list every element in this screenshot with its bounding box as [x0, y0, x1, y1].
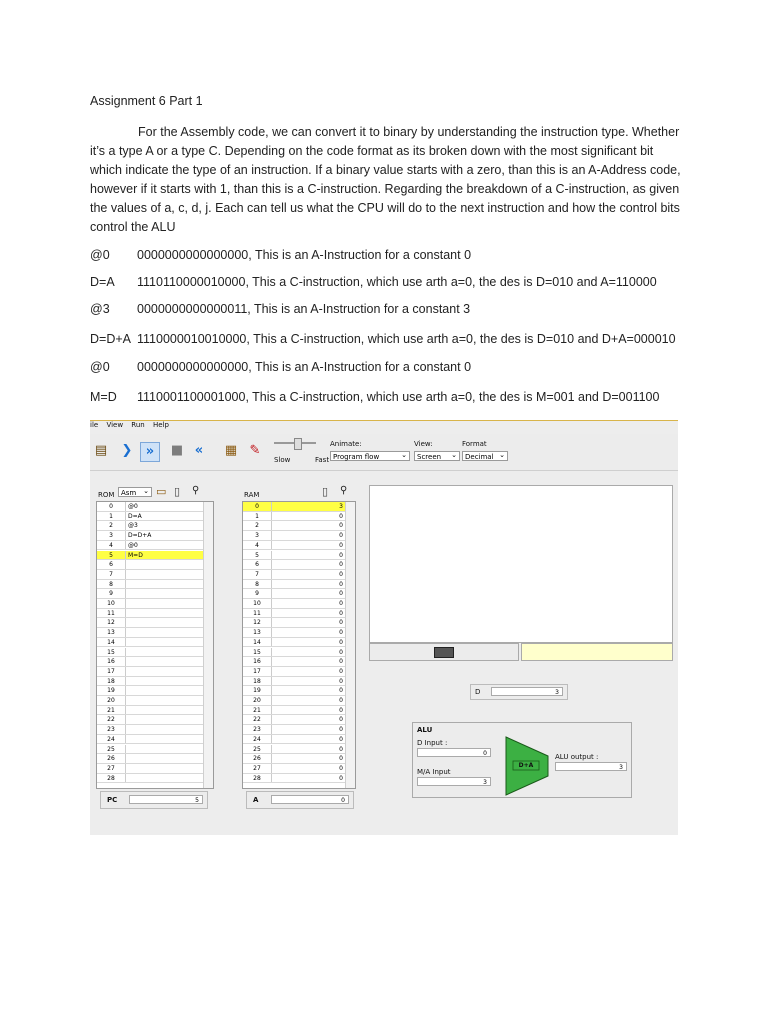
ram-row[interactable] [243, 628, 355, 638]
ram-address: 26 [243, 754, 272, 763]
pc-value[interactable]: 5 [129, 795, 203, 804]
ram-row[interactable] [243, 580, 355, 590]
instruction-binary: 1110110000010000, This a C-instruction, which use arth a=0, the des is D=010 and A=110000 [137, 275, 657, 289]
rom-address: 7 [97, 570, 126, 579]
rom-row[interactable] [97, 599, 213, 609]
rom-row[interactable] [97, 686, 213, 696]
rom-address: 22 [97, 715, 126, 724]
ram-row[interactable] [243, 686, 355, 696]
instruction-binary: 0000000000000011, This is an A-Instruction for a constant 3 [137, 302, 471, 316]
ram-row[interactable] [243, 599, 355, 609]
rom-instruction: M=D [128, 551, 143, 559]
ram-value: 0 [339, 716, 343, 724]
load-program-icon[interactable]: ▤ [94, 443, 108, 458]
view-select[interactable]: Screen ⌄ [414, 451, 460, 461]
ram-address: 12 [243, 618, 272, 627]
single-step-icon[interactable]: ❯ [121, 443, 133, 458]
screen-display [369, 485, 673, 643]
menu-file[interactable]: ile [90, 421, 99, 429]
ram-address: 19 [243, 686, 272, 695]
rom-address: 2 [97, 521, 126, 530]
ram-value: 0 [339, 590, 343, 598]
ram-file-icon[interactable]: ▯ [322, 485, 329, 498]
ram-address: 21 [243, 706, 272, 715]
ram-row[interactable] [243, 648, 355, 658]
instruction-line [90, 248, 471, 262]
rom-address: 28 [97, 774, 126, 783]
rom-address: 21 [97, 706, 126, 715]
keyboard-icon [434, 647, 454, 658]
rom-row[interactable] [97, 580, 213, 590]
instruction-binary: 1110000010010000, This a C-instruction, which use arth a=0, the des is D=010 and D+A=000010 [137, 332, 676, 346]
d-label: D [475, 688, 481, 696]
ram-address: 9 [243, 589, 272, 598]
run-icon[interactable]: » [140, 442, 160, 462]
ram-address: 0 [243, 502, 272, 511]
rom-instruction: D=A [128, 512, 142, 520]
rom-address: 14 [97, 638, 126, 647]
instruction-binary: 0000000000000000, This is an A-Instruction for a constant 0 [137, 360, 472, 374]
rom-row[interactable] [97, 638, 213, 648]
rom-row[interactable] [97, 609, 213, 619]
a-value[interactable]: 0 [271, 795, 349, 804]
ram-value: 0 [339, 667, 343, 675]
ram-scrollbar[interactable] [345, 502, 355, 788]
ram-value: 0 [339, 629, 343, 637]
ram-value: 0 [339, 561, 343, 569]
ram-value: 0 [339, 619, 343, 627]
ram-address: 18 [243, 677, 272, 686]
ram-value: 0 [339, 735, 343, 743]
rom-address: 16 [97, 657, 126, 666]
rom-row[interactable] [97, 735, 213, 745]
ram-address: 14 [243, 638, 272, 647]
rom-instruction: @0 [128, 541, 138, 549]
rom-row[interactable] [97, 502, 213, 512]
intro-paragraph: For the Assembly code, we can convert it to binary by understanding the instruction type. Whether it’s a type A or a type C. Depending on the code format as its broken down with the most significant bit which indicate the type of an instruction. If a binary value starts with a zero, than this is an A-Address code, however if it starts with 1, than this is a C-instruction. Regarding the breakdown of a C-instruction, as given the values of a, c, d, j. Each can tell us what the CPU will do to the next instruction and how the control bits control the ALU [90, 125, 681, 234]
reset-icon[interactable]: « [194, 443, 204, 458]
ram-value: 0 [339, 697, 343, 704]
ram-value: 0 [339, 580, 343, 588]
ram-value: 0 [339, 764, 343, 772]
ram-label: RAM [244, 491, 260, 499]
rom-label: ROM [98, 491, 115, 499]
ram-address: 25 [243, 745, 272, 754]
ram-address: 7 [243, 570, 272, 579]
ram-row[interactable] [243, 725, 355, 735]
rom-address: 19 [97, 686, 126, 695]
menu-bar [90, 421, 678, 433]
emulator-screenshot [90, 420, 678, 835]
rom-instruction: D=D+A [128, 532, 152, 540]
rom-address: 23 [97, 725, 126, 734]
rom-address: 5 [97, 551, 126, 560]
ram-row[interactable] [243, 551, 355, 561]
rom-address: 24 [97, 735, 126, 744]
rom-row[interactable] [97, 521, 213, 531]
ram-row[interactable] [243, 667, 355, 677]
ram-address: 6 [243, 560, 272, 569]
rom-address: 1 [97, 512, 126, 521]
ram-value: 0 [339, 658, 343, 666]
alu-operation: D+A [518, 762, 534, 769]
ram-address: 13 [243, 628, 272, 637]
alu-output-label: ALU output : [555, 753, 599, 761]
rom-address: 10 [97, 599, 126, 608]
rom-row[interactable] [97, 512, 213, 522]
fast-label: Fast [315, 456, 330, 464]
ram-row[interactable] [243, 560, 355, 570]
rom-file-icon[interactable]: ▯ [174, 485, 181, 498]
ram-row[interactable] [243, 774, 355, 784]
view-label: View: [414, 440, 433, 448]
rom-address: 20 [97, 696, 126, 705]
rom-table[interactable] [96, 501, 214, 789]
rom-search-icon[interactable]: ⚲ [192, 485, 200, 496]
pc-label: PC [107, 796, 118, 804]
ram-value: 0 [339, 677, 343, 685]
ram-value: 0 [339, 755, 343, 763]
rom-address: 9 [97, 589, 126, 598]
rom-load-icon[interactable]: ▭ [156, 485, 167, 498]
ram-row[interactable] [243, 745, 355, 755]
d-value[interactable]: 3 [491, 687, 563, 696]
rom-row[interactable] [97, 628, 213, 638]
ram-row[interactable] [243, 521, 355, 531]
ram-address: 27 [243, 764, 272, 773]
alu-panel [412, 722, 632, 798]
a-label: A [253, 796, 259, 804]
ram-value: 0 [339, 551, 343, 559]
rom-row[interactable] [97, 754, 213, 764]
slow-label: Slow [274, 456, 291, 464]
menu-view[interactable]: View [106, 421, 124, 429]
rom-row[interactable] [97, 764, 213, 774]
ram-row[interactable] [243, 531, 355, 541]
ram-address: 20 [243, 696, 272, 705]
rom-address: 11 [97, 609, 126, 618]
ram-value: 0 [339, 638, 343, 646]
speed-slider-thumb[interactable] [294, 438, 302, 450]
keyboard-panel[interactable] [369, 643, 519, 661]
rom-scrollbar[interactable] [203, 502, 213, 788]
ram-value: 0 [339, 745, 343, 753]
alu-d-input-label: D Input : [417, 739, 448, 747]
alu-ma-input: 3 [417, 777, 491, 786]
ram-value: 0 [339, 726, 343, 734]
ram-row[interactable] [243, 715, 355, 725]
rom-instruction: @0 [128, 503, 138, 510]
rom-address: 8 [97, 580, 126, 589]
ram-row[interactable] [243, 735, 355, 745]
rom-address: 18 [97, 677, 126, 686]
instruction-asm: @0 [90, 360, 110, 374]
rom-address: 4 [97, 541, 126, 550]
ram-address: 28 [243, 774, 272, 783]
instruction-asm: @3 [90, 302, 110, 316]
ram-row[interactable] [243, 609, 355, 619]
rom-address: 27 [97, 764, 126, 773]
format-label: Format [462, 440, 487, 448]
rom-row[interactable] [97, 657, 213, 667]
menu-help[interactable]: Help [152, 421, 169, 429]
ram-value: 3 [339, 503, 343, 510]
rom-row[interactable] [97, 570, 213, 580]
ram-row[interactable] [243, 541, 355, 551]
ram-row[interactable] [243, 570, 355, 580]
script-icon[interactable]: ▦ [224, 443, 238, 458]
ram-value: 0 [339, 532, 343, 540]
rom-address: 15 [97, 648, 126, 657]
pc-register [100, 791, 208, 809]
breakpoint-icon[interactable]: ✎ [249, 443, 261, 458]
d-register [470, 684, 568, 700]
ram-address: 5 [243, 551, 272, 560]
animate-label: Animate: [330, 440, 362, 448]
rom-address: 12 [97, 618, 126, 627]
instruction-line [90, 275, 657, 289]
rom-instruction: @3 [128, 522, 138, 530]
instruction-line [90, 302, 470, 316]
instruction-binary: 0000000000000000, This is an A-Instruction for a constant 0 [137, 248, 472, 262]
ram-address: 10 [243, 599, 272, 608]
alu-d-input: 0 [417, 748, 491, 757]
rom-row[interactable] [97, 745, 213, 755]
ram-address: 24 [243, 735, 272, 744]
instruction-asm: M=D [90, 390, 117, 404]
alu-ma-input-label: M/A Input [417, 768, 451, 776]
rom-address: 0 [97, 502, 126, 511]
rom-address: 26 [97, 754, 126, 763]
ram-row[interactable] [243, 618, 355, 628]
keyboard-input-field[interactable] [521, 643, 673, 661]
rom-row[interactable] [97, 531, 213, 541]
ram-row[interactable] [243, 638, 355, 648]
rom-address: 17 [97, 667, 126, 676]
rom-row[interactable] [97, 696, 213, 706]
ram-address: 4 [243, 541, 272, 550]
rom-row[interactable] [97, 560, 213, 570]
rom-row[interactable] [97, 589, 213, 599]
ram-address: 1 [243, 512, 272, 521]
instruction-asm: @0 [90, 248, 110, 262]
ram-row[interactable] [243, 589, 355, 599]
ram-address: 11 [243, 609, 272, 618]
rom-address: 13 [97, 628, 126, 637]
ram-row[interactable] [243, 657, 355, 667]
document-title: Assignment 6 Part 1 [90, 94, 203, 108]
rom-address: 3 [97, 531, 126, 540]
ram-search-icon[interactable]: ⚲ [340, 485, 348, 496]
stop-icon[interactable]: ■ [170, 443, 184, 458]
animate-select[interactable]: Program flow ⌄ [330, 451, 410, 461]
ram-row[interactable] [243, 677, 355, 687]
rom-row[interactable] [97, 774, 213, 784]
ram-address: 16 [243, 657, 272, 666]
ram-value: 0 [339, 570, 343, 578]
ram-row[interactable] [243, 764, 355, 774]
rom-address: 6 [97, 560, 126, 569]
rom-address: 25 [97, 745, 126, 754]
rom-row[interactable] [97, 541, 213, 551]
toolbar [90, 434, 678, 471]
rom-row[interactable] [97, 725, 213, 735]
instruction-line [90, 360, 471, 374]
rom-row[interactable] [97, 706, 213, 716]
ram-value: 0 [339, 512, 343, 520]
rom-row[interactable] [97, 715, 213, 725]
ram-value: 0 [339, 600, 343, 607]
ram-row[interactable] [243, 512, 355, 522]
ram-value: 0 [339, 522, 343, 530]
alu-title: ALU [417, 726, 433, 734]
instruction-binary: 1110001100001000, This a C-instruction, which use arth a=0, the des is M=001 and D=001100 [137, 390, 660, 404]
rom-row[interactable] [97, 677, 213, 687]
instruction-line [90, 390, 659, 404]
alu-output: 3 [555, 762, 627, 771]
ram-value: 0 [339, 648, 343, 656]
ram-row[interactable] [243, 754, 355, 764]
ram-address: 2 [243, 521, 272, 530]
ram-address: 22 [243, 715, 272, 724]
rom-row[interactable] [97, 618, 213, 628]
ram-value: 0 [339, 687, 343, 695]
ram-address: 23 [243, 725, 272, 734]
menu-run[interactable]: Run [131, 421, 145, 429]
ram-address: 17 [243, 667, 272, 676]
ram-table[interactable] [242, 501, 356, 789]
ram-address: 8 [243, 580, 272, 589]
ram-row[interactable] [243, 706, 355, 716]
a-register [246, 791, 354, 809]
instruction-asm: D=D+A [90, 332, 131, 346]
ram-value: 0 [339, 609, 343, 617]
instruction-line [90, 332, 676, 346]
format-select[interactable]: Decimal ⌄ [462, 451, 508, 461]
ram-row[interactable] [243, 502, 355, 512]
ram-value: 0 [339, 541, 343, 549]
instruction-asm: D=A [90, 275, 115, 289]
ram-value: 0 [339, 774, 343, 782]
ram-value: 0 [339, 706, 343, 714]
ram-address: 15 [243, 648, 272, 657]
rom-format-select[interactable]: Asm ⌄ [118, 487, 152, 497]
rom-row[interactable] [97, 551, 213, 561]
rom-row[interactable] [97, 648, 213, 658]
rom-row[interactable] [97, 667, 213, 677]
ram-row[interactable] [243, 696, 355, 706]
ram-address: 3 [243, 531, 272, 540]
